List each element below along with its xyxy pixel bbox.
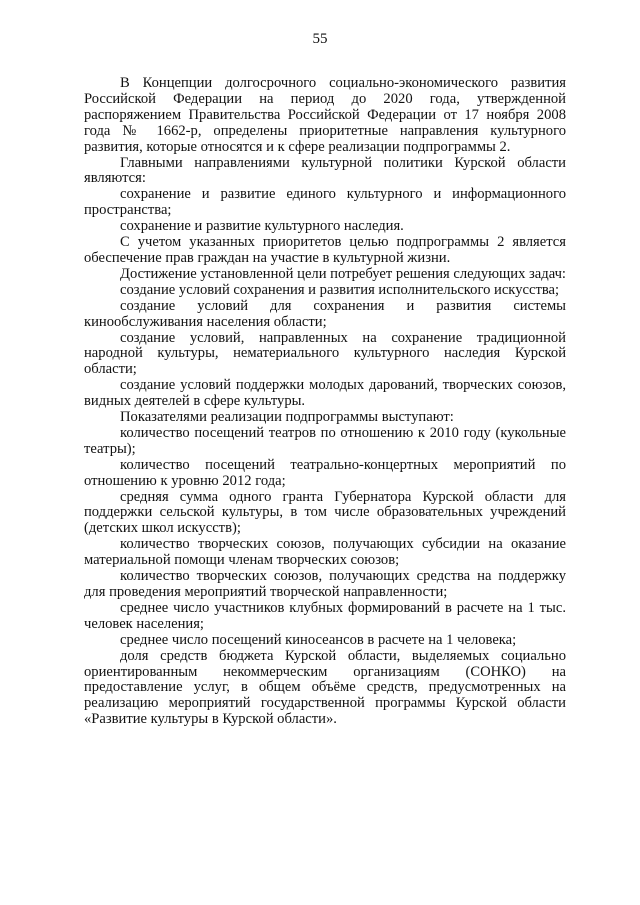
paragraph: сохранение и развитие культурного наследия.: [120, 218, 404, 235]
paragraph: создание условий для сохранения и развития системы кинообслуживания населения области;: [84, 297, 566, 330]
paragraph: количество посещений театрально-концертных мероприятий по отношению к уровню 2012 года;: [84, 456, 566, 489]
paragraph: средняя сумма одного гранта Губернатора Курской области для поддержки сельской культуры, в том числе образовательных учреждений (детских школ искусств);: [84, 488, 566, 537]
document-body: [84, 76, 566, 728]
paragraph: количество посещений театров по отношению к 2010 году (кукольные театры);: [84, 424, 566, 457]
paragraph: среднее число посещений киносеансов в расчете на 1 человека;: [120, 631, 517, 648]
page-number: 55: [312, 31, 328, 47]
paragraph: С учетом указанных приоритетов целью подпрограммы 2 является обеспечение прав граждан на участие в культурной жизни.: [84, 234, 566, 266]
paragraph: В Концепции долгосрочного социально-экономического развития Российской Федерации на период до 2020 года, утвержденной распоряжением Правительства Российской Федерации от 17 ноября 2008 года № 1662-р, определены приоритетные направления культурного развития, которые относятся и к сфере реализации подпрограммы 2.: [84, 75, 566, 155]
paragraph: среднее число участников клубных формирований в расчете на 1 тыс. человек населения;: [84, 599, 566, 632]
paragraph: создание условий сохранения и развития исполнительского искусства;: [120, 281, 560, 298]
paragraph: Достижение установленной цели потребует решения следующих задач:: [120, 265, 566, 282]
paragraph: количество творческих союзов, получающих субсидии на оказание материальной помощи членам творческих союзов;: [84, 536, 566, 569]
paragraph: количество творческих союзов, получающих средства на поддержку для проведения мероприятий творческой направленности;: [84, 568, 566, 600]
paragraph: создание условий, направленных на сохранение традиционной народной культуры, нематериального культурного наследия Курской области;: [84, 329, 566, 378]
paragraph: сохранение и развитие единого культурного и информационного пространства;: [84, 186, 566, 219]
paragraph: доля средств бюджета Курской области, выделяемых социально ориентированным некоммерческим организациям (СОНКО) на предоставление услуг, в общем объёме средств, предусмотренных на реализацию мероприятий государственной программы Курской области «Развитие культуры в Курской области».: [84, 647, 566, 728]
paragraph: создание условий поддержки молодых дарований, творческих союзов, видных деятелей в сфере культуры.: [84, 377, 566, 410]
paragraph: Показателями реализации подпрограммы выступают:: [120, 409, 454, 426]
paragraph: Главными направлениями культурной политики Курской области являются:: [84, 154, 566, 187]
